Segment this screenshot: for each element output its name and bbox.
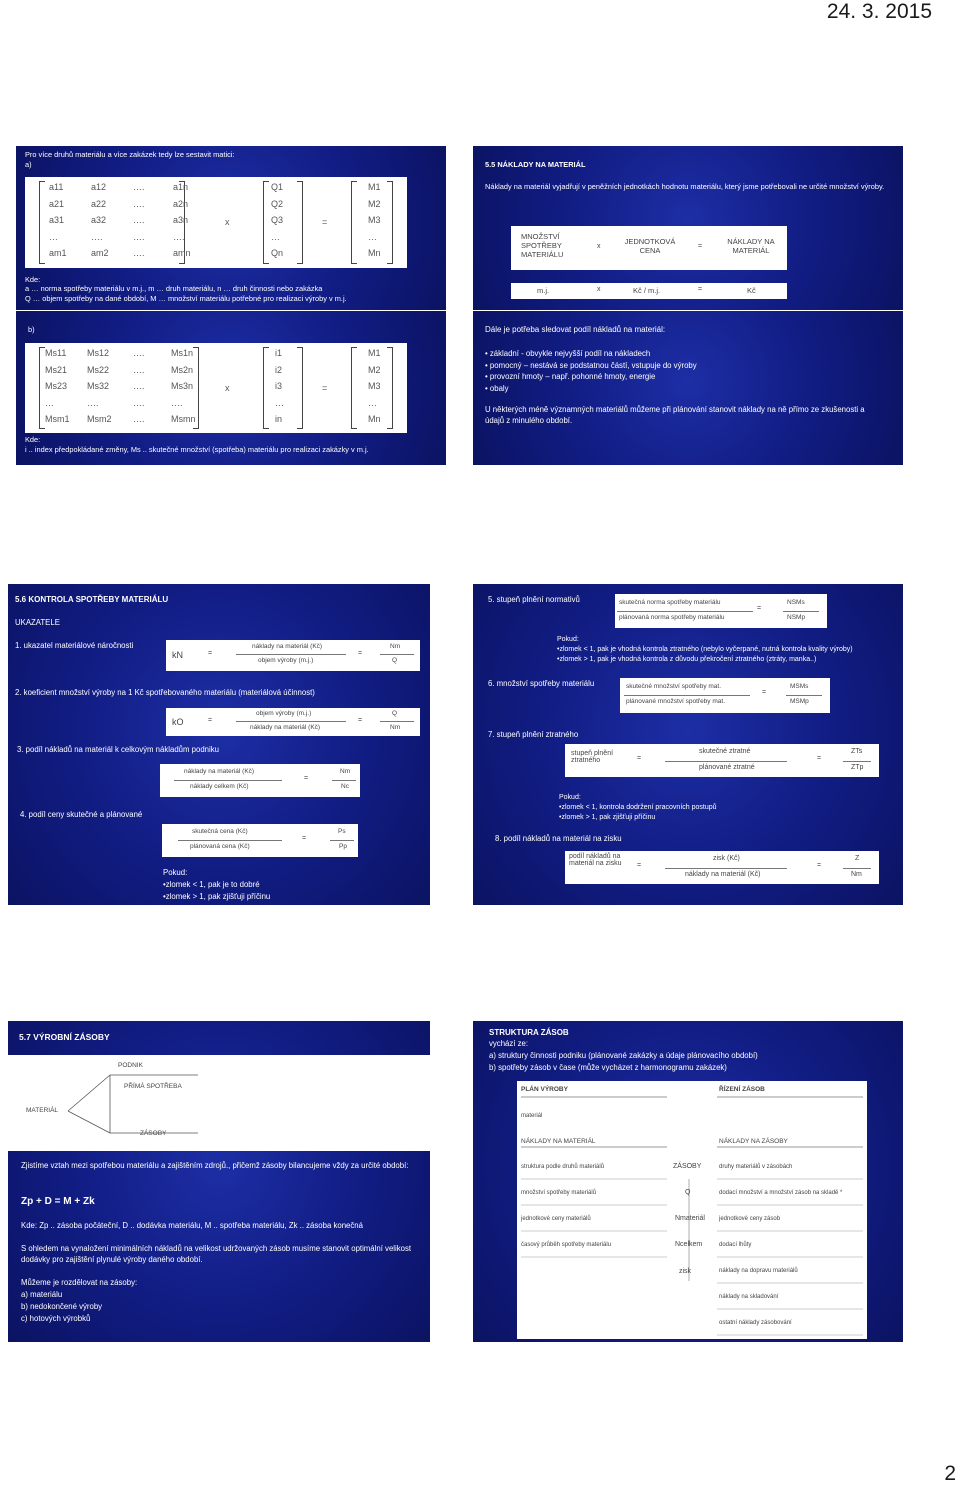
formula-4-box [162, 824, 358, 857]
matrix-cell: Msmn [171, 414, 196, 424]
paragraph: Náklady na materiál vyjadřují v peněžních jednotkách hodnotu materiálu, který jsme potřebovali ne určité množství výroby. [485, 182, 885, 191]
eq: = [637, 862, 642, 869]
formula-x: x [597, 243, 601, 250]
matrix-cell: …. [133, 248, 145, 258]
diag-naklady-na-zasoby: NÁKLADY NA ZÁSOBY [719, 1138, 788, 1145]
right-den: Q [392, 657, 398, 664]
unit-b: Kč / m.j. [633, 286, 661, 295]
page-number: 2 [944, 1462, 956, 1485]
eq: = [757, 605, 762, 612]
pokud-label: Pokud: [163, 868, 188, 877]
indicator-8: 8. podíl nákladů na materiál na zisku [495, 834, 622, 843]
matrix-cell: am1 [49, 248, 67, 258]
matrix-cell: Msm1 [45, 414, 70, 424]
matrix-cell: M1 [368, 348, 381, 358]
right-den: ZTp [851, 764, 864, 771]
eq: = [817, 755, 822, 762]
coef-ko: kO [172, 717, 184, 727]
formula-eq: = [698, 243, 703, 250]
diag-right-item: náklady na dopravu materiálů [719, 1268, 798, 1274]
matrix-x: x [225, 217, 230, 227]
diagram-prima-spotreba: PŘÍMÁ SPOTŘEBA [124, 1083, 182, 1090]
denominator: náklady na materiál (Kč) [250, 724, 321, 731]
formula-2-box [166, 708, 420, 736]
denominator: objem výroby (m.j.) [258, 657, 314, 664]
indicator-7: 7. stupeň plnění ztratného [488, 730, 579, 739]
paragraph-2: a) struktury činnosti podniku (plánované zakázky a údaje plánovacího období) [489, 1051, 758, 1060]
pokud-bullet-1: •zlomek < 1, kontrola dodržení pracovních postupů [559, 804, 717, 811]
formula-units-box [511, 283, 787, 299]
numerator: náklady na materiál (Kč) [184, 768, 255, 775]
matrix-cell: M2 [368, 364, 381, 375]
eq: = [637, 755, 642, 762]
slide-naklady-material [473, 146, 903, 310]
slide-title: 5.6 KONTROLA SPOTŘEBY MATERIÁLU [15, 595, 169, 604]
slide-matrix-a [16, 146, 446, 310]
matrix-cell: …. [133, 182, 145, 192]
indicator-4: 4. podíl ceny skutečné a plánované [20, 810, 143, 819]
formula-8-box [565, 851, 879, 884]
matrix-x: x [225, 383, 230, 393]
matrix-cell: Mn [368, 414, 381, 424]
matrix-cell: Qn [271, 248, 284, 258]
numerator: skutečná norma spotřeby materiálu [619, 599, 721, 606]
matrix-cell: Q1 [271, 182, 284, 192]
pokud-bullet-2: •zlomek > 1, pak zjišťuji příčinu [163, 892, 271, 901]
subtitle: UKAZATELE [15, 618, 60, 627]
formula-3-box [160, 764, 360, 797]
numerator: skutečné množství spotřeby mat. [626, 683, 722, 690]
bullet-item: • obaly [485, 383, 509, 393]
matrix-cell: …. [133, 348, 145, 358]
denominator: plánované množství spotřeby mat. [626, 698, 725, 705]
matrix-cell: a1n [173, 182, 189, 192]
matrix-cell: Msm2 [87, 414, 112, 424]
diag-right-item: jednotkové ceny zásob [719, 1216, 781, 1222]
diag-mid-nmaterial: Nmateriál [675, 1215, 705, 1222]
slide-matrix-b [16, 311, 446, 465]
matrix-cell: i1 [275, 348, 283, 358]
diag-naklady-na-material: NÁKLADY NA MATERIÁL [521, 1138, 596, 1145]
right-num: NSMs [787, 599, 805, 606]
indicator-6: 6. množství spotřeby materiálu [488, 679, 595, 688]
matrix-cell: …. [133, 215, 145, 225]
pokud-bullet-1: •zlomek < 1, pak je to dobré [163, 880, 260, 889]
right-den: Nm [851, 871, 862, 878]
matrix-cell: Ms23 [45, 381, 68, 391]
matrix-cell: Q2 [271, 198, 284, 209]
bullet-item: • provozní hmoty – např. pohonné hmoty, energie [485, 372, 656, 381]
diag-rizeni-zasob: ŘÍZENÍ ZÁSOB [719, 1086, 765, 1093]
slide-vyrobni-zasoby [8, 1021, 430, 1342]
bullet-item: • pomocný – nestává se podstatnou částí, vstupuje do výroby [485, 360, 697, 370]
matrix-cell: Mn [368, 248, 381, 258]
eq: = [358, 717, 363, 724]
matrix-eq: = [322, 217, 328, 227]
matrix-cell: Ms21 [45, 364, 68, 375]
right-num: MSMs [790, 683, 809, 690]
pokud-label: Pokud: [557, 636, 579, 643]
matrix-eq: = [322, 383, 328, 393]
denominator: plánovaná norma spotřeby materiálu [619, 614, 725, 621]
intro-text: Pro více druhů materiálu a více zakázek tedy lze sestavit matici: [25, 150, 235, 159]
diag-left-item: struktura podle druhů materiálů [521, 1164, 605, 1170]
matrix-cell: … [49, 231, 58, 242]
paragraph-4: Můžeme je rozdělovat na zásoby: [21, 1278, 138, 1287]
matrix-cell: …. [133, 397, 145, 408]
right-num: Nm [340, 768, 351, 775]
diag-right-item: druhy materiálů v zásobách [719, 1164, 793, 1170]
eq: = [817, 862, 822, 869]
slide-kontrola-spotreby [8, 584, 430, 905]
numerator: zisk (Kč) [713, 855, 740, 862]
pokud-bullet-2: •zlomek > 1, pak zjišťuji příčinu [559, 814, 656, 821]
right-den: Nm [390, 724, 401, 731]
indicator-1: 1. ukazatel materiálové náročnosti [15, 641, 134, 650]
matrix-cell: a22 [91, 198, 107, 209]
matrix-cell: … [45, 397, 54, 408]
matrix-b-box [25, 343, 407, 433]
matrix-cell: Ms22 [87, 364, 110, 375]
matrix-cell: i3 [275, 381, 283, 391]
kde-line-1: i .. index předpokládané změny, Ms .. skutečné množství (spotřeba) materiálu pro realizaci zakázky v m.j. [25, 445, 369, 454]
zasoby-diagram [8, 1055, 430, 1151]
matrix-cell: …. [87, 397, 99, 408]
diag-left-item: jednotkové ceny materiálů [521, 1216, 591, 1222]
matrix-cell: amn [173, 248, 191, 258]
kde-line-1: a … norma spotřeby materiálu v m.j., m … druh materiálu, n … druh činnosti nebo zakázka [25, 284, 323, 293]
formula-words-box [511, 226, 787, 270]
matrix-cell: a3n [173, 215, 189, 225]
matrix-cell: … [368, 231, 377, 242]
matrix-cell: M2 [368, 198, 381, 209]
right-num: Z [855, 855, 860, 862]
eq: = [304, 775, 309, 782]
matrix-cell: Ms2n [171, 364, 194, 375]
matrix-cell: a32 [91, 215, 107, 225]
struktura-diagram [517, 1081, 867, 1339]
matrix-cell: …. [133, 381, 145, 391]
diagram-material: MATERIÁL [26, 1107, 59, 1114]
diagram-lines [8, 1055, 430, 1151]
kde-label: Kde: [25, 275, 41, 284]
matrix-cell: Q3 [271, 215, 284, 225]
slide-title: 5.7 VÝROBNÍ ZÁSOBY [19, 1032, 110, 1042]
right-den: Pp [339, 843, 347, 850]
matrix-cell: a31 [49, 215, 65, 225]
formula-1-box [166, 640, 420, 671]
denominator: náklady celkem (Kč) [190, 783, 249, 790]
slide-title: 5.5 NÁKLADY NA MATERIÁL [485, 160, 586, 169]
pokud-label: Pokud: [559, 794, 581, 801]
formula-5-box [615, 594, 827, 628]
paragraph-1: vychází ze: [489, 1039, 528, 1048]
indicator-5: 5. stupeň plnění normativů [488, 595, 580, 604]
matrix-a-box [25, 177, 407, 268]
diag-right-item: dodací lhůty [719, 1242, 752, 1248]
matrix-cell: i2 [275, 364, 283, 375]
right-num: Nm [390, 643, 401, 650]
formula-7-box [565, 744, 879, 777]
matrix-cell: Ms11 [45, 348, 67, 358]
eq: = [208, 650, 213, 657]
matrix-cell: Ms12 [87, 348, 110, 358]
list-item: b) nedokončené výroby [21, 1302, 103, 1311]
diag-right-item: dodací množství a množství zásob na skladě * [719, 1190, 843, 1196]
matrix-cell: M3 [368, 381, 381, 391]
paragraph-1: Dále je potřeba sledovat podíl nákladů na materiál: [485, 325, 666, 334]
formula-term-c: NÁKLADY NA MATERIÁL [727, 237, 775, 255]
numerator: skutečné ztratné [699, 748, 751, 755]
eq: = [208, 717, 213, 724]
matrix-cell: …. [133, 198, 145, 209]
matrix-cell: in [275, 414, 283, 424]
diag-left-item: množství spotřeby materiálů [521, 1190, 597, 1196]
matrix-cell: …. [91, 231, 103, 242]
matrix-cell: …. [133, 364, 145, 375]
matrix-cell: am2 [91, 248, 109, 258]
formula-term-b: JEDNOTKOVÁ CENA [624, 237, 676, 255]
matrix-cell: M3 [368, 215, 381, 225]
list-item: a) materiálu [21, 1290, 63, 1299]
paragraph-1: Zjistíme vztah mezi spotřebou materiálu a zajištěním zdrojů., přičemž zásoby bilancujeme vždy za určité období: [21, 1161, 409, 1170]
diag-plan-vyroby: PLÁN VÝROBY [521, 1086, 568, 1093]
diag-mid-ncelkem: Ncelkem [675, 1241, 703, 1248]
paragraph-2: Kde: Zp .. zásoba počáteční, D .. dodávka materiálu, M .. spotřeba materiálu, Zk .. zásoba konečná [21, 1221, 363, 1230]
eq: = [762, 689, 767, 696]
diag-right-item: ostatní náklady zásobování [719, 1320, 792, 1326]
matrix-cell: … [368, 397, 377, 408]
paragraph-2: U některých méně významných materiálů můžeme při plánování stanovit náklady na ně přímo ze zkušenosti a údajů z minulého období. [485, 405, 865, 425]
indicator-2: 2. koeficient množství výroby na 1 Kč spotřebovaného materiálu (materiálová účinnost) [15, 688, 315, 697]
coef-kn: kN [172, 650, 183, 660]
matrix-cell: … [275, 397, 284, 408]
right-den: MSMp [790, 698, 809, 705]
numerator: náklady na materiál (Kč) [252, 643, 323, 650]
label: stupeň plnění ztratného [571, 750, 614, 764]
kde-label: Kde: [25, 435, 41, 444]
right-num: ZTs [851, 748, 863, 755]
pokud-bullet-1: •zlomek < 1, pak je vhodná kontrola ztratného (nebylo vyčerpané, nutná kontrola kvality výroby) [557, 646, 853, 653]
diag-material: materiál [521, 1113, 543, 1119]
diagram-lines [517, 1081, 867, 1339]
matrix-cell: …. [171, 397, 183, 408]
balance-formula: Zp + D = M + Zk [21, 1196, 95, 1207]
slide-title: STRUKTURA ZÁSOB [489, 1028, 569, 1037]
unit-x: x [597, 286, 601, 293]
right-num: Q [392, 710, 398, 717]
pokud-bullet-2: •zlomek > 1, pak je vhodná kontrola z důvodu překročení ztratného (ztráty, manka..) [557, 656, 817, 663]
right-num: Ps [338, 828, 346, 835]
matrix-cell: …. [133, 414, 145, 424]
label: podíl nákladů na materiál na zisku [569, 853, 622, 867]
matrix-cell: a11 [49, 182, 64, 192]
matrix-cell: Ms1n [171, 348, 194, 358]
matrix-cell: …. [173, 231, 185, 242]
bullet-item: • základní - obvykle nejvyšší podíl na nákladech [485, 349, 651, 358]
denominator: plánovaná cena (Kč) [190, 843, 250, 850]
diag-right-item: náklady na skladování [719, 1294, 779, 1300]
right-den: Nc [341, 783, 349, 790]
eq: = [302, 835, 307, 842]
formula-6-box [620, 678, 830, 713]
kde-line-2: Q … objem spotřeby na dané období, M … množství materiálu potřebné pro realizaci výroby v m.j. [25, 294, 347, 303]
unit-eq: = [698, 286, 703, 293]
paragraph-3: S ohledem na vynaložení minimálních nákladů na velikost udržovaných zásob musíme stanovit optimální velikost dodávky pro zajištění plynulé výroby daného období. [21, 1244, 412, 1264]
diagram-podnik: PODNIK [118, 1062, 143, 1069]
numerator: objem výroby (m.j.) [256, 710, 312, 717]
matrix-cell: … [271, 231, 280, 242]
unit-c: Kč [747, 286, 756, 295]
slide-ukazatele-2 [473, 584, 903, 905]
indicator-3: 3. podíl nákladů na materiál k celkovým nákladům podniku [17, 745, 219, 754]
numerator: skutečná cena (Kč) [192, 828, 248, 835]
diagram-zasoby: ZÁSOBY [140, 1130, 167, 1137]
matrix-cell: a2n [173, 198, 189, 209]
matrix-cell: M1 [368, 182, 381, 192]
matrix-cell: Ms3n [171, 381, 194, 391]
diag-mid-zasoby: ZÁSOBY [673, 1163, 702, 1170]
eq: = [358, 650, 363, 657]
diag-left-item: časový průběh spotřeby materiálu [521, 1242, 612, 1248]
matrix-cell: Ms32 [87, 381, 110, 391]
matrix-cell: …. [133, 231, 145, 242]
formula-term-a: MNOŽSTVÍ SPOTŘEBY MATERIÁLU [521, 232, 564, 259]
denominator: náklady na materiál (Kč) [685, 871, 761, 878]
paragraph-3: b) spotřeby zásob v čase (může vycházet z harmonogramu zakázek) [489, 1063, 727, 1072]
page-date: 24. 3. 2015 [826, 0, 932, 23]
right-den: NSMp [787, 614, 806, 621]
unit-a: m.j. [537, 286, 550, 295]
matrix-cell: a12 [91, 182, 107, 192]
label-b: b) [28, 325, 35, 334]
label-a: a) [25, 160, 32, 169]
slide-struktura-zasob [473, 1021, 903, 1342]
list-item: c) hotových výrobků [21, 1314, 91, 1323]
diag-mid-zisk: zisk [679, 1268, 692, 1275]
matrix-cell: a21 [49, 198, 65, 209]
denominator: plánované ztratné [699, 764, 755, 771]
diag-mid-q: Q [685, 1189, 691, 1196]
slide-podil-nakladu [473, 311, 903, 465]
